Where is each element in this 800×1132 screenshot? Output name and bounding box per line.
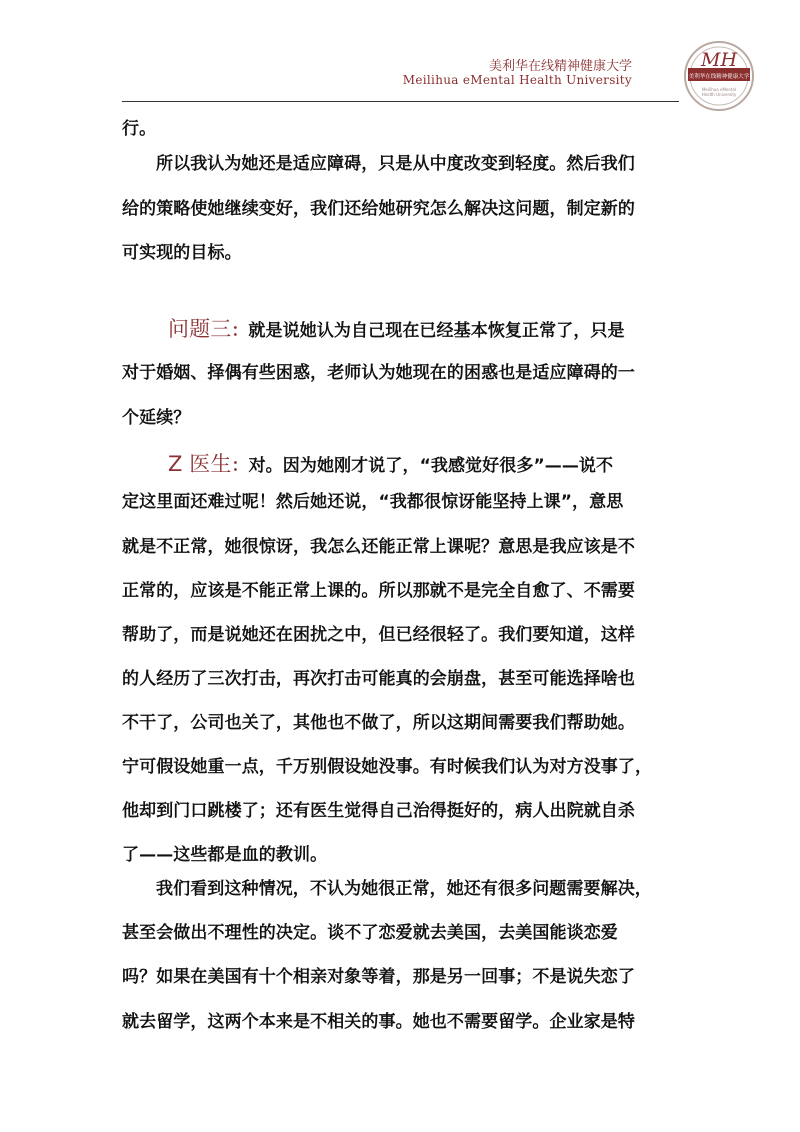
line-text: 我们看到这种情况，不认为她很正常，她还有很多问题需要解决， (156, 879, 652, 899)
line-text: 帮助了，而是说她还在困扰之中，但已经很轻了。我们要知道，这样 (122, 625, 635, 645)
text-line (122, 241, 688, 265)
text-line (122, 877, 722, 901)
university-name-en: Meilihua eMental Health University (402, 73, 632, 87)
text-line (122, 535, 688, 559)
line-text: 吗？如果在美国有十个相亲对象等着，那是另一回事；不是说失恋了 (122, 967, 635, 987)
text-line (122, 317, 734, 341)
text-line (122, 406, 688, 430)
line-text: 不干了，公司也关了，其他也不做了，所以这期间需要我们帮助她。 (122, 713, 635, 733)
line-text: 的人经历了三次打击，再次打击可能真的会崩盘，甚至可能选择啥也 (122, 669, 635, 689)
text-line (122, 197, 688, 221)
line-text: 所以我认为她还是适应障碍，只是从中度改变到轻度。然后我们 (156, 154, 635, 174)
text-line (122, 965, 688, 989)
line-text: 就去留学，这两个本来是不相关的事。她也不需要留学。企业家是特 (122, 1012, 635, 1032)
line-text: 他却到门口跳楼了；还有医生觉得自己治得挺好的，病人出院就自杀 (122, 801, 635, 821)
header-divider (122, 101, 679, 102)
text-line (122, 117, 688, 141)
speaker-label: 问题三 (168, 317, 232, 341)
text-line (122, 799, 688, 823)
text-line (122, 152, 722, 176)
line-text: 给的策略使她继续变好，我们还给她研究怎么解决这问题，制定新的 (122, 199, 635, 219)
line-text: 了——这些都是血的教训。 (122, 845, 328, 865)
label-colon: ： (231, 321, 249, 341)
svg-text:美利华在线精神健康大学: 美利华在线精神健康大学 (688, 74, 750, 80)
line-text: 对。因为她刚才说了，“我感觉好很多”——说不 (248, 456, 614, 476)
text-line (122, 667, 688, 691)
line-text: 个延续？ (122, 408, 191, 428)
university-seal-logo (683, 40, 755, 112)
text-line (122, 452, 734, 476)
line-text: 正常的，应该是不能正常上课的。所以那就不是完全自愈了、不需要 (122, 581, 635, 601)
svg-text:MH: MH (700, 49, 738, 71)
text-line (122, 623, 688, 647)
line-text: 可实现的目标。 (122, 243, 242, 263)
text-line (122, 579, 688, 603)
line-text: 定这里面还难过呢！然后她还说，“我都很惊讶能坚持上课”，意思 (122, 492, 624, 512)
text-line (122, 1010, 688, 1034)
line-text: 就是说她认为自己现在已经基本恢复正常了，只是 (248, 321, 625, 341)
text-line (122, 843, 688, 867)
text-line (122, 755, 688, 779)
text-line (122, 361, 688, 385)
text-line (122, 921, 688, 945)
svg-text:Health University: Health University (701, 92, 737, 97)
line-text: 宁可假设她重一点，千万别假设她没事。有时候我们认为对方没事了， (122, 757, 653, 777)
page-header (0, 0, 800, 110)
line-text: 就是不正常，她很惊讶，我怎么还能正常上课呢？意思是我应该是不 (122, 537, 635, 557)
university-name-cn: 美利华在线精神健康大学 (488, 59, 632, 74)
label-colon: ： (231, 456, 249, 476)
text-line (122, 711, 688, 735)
line-text: 甚至会做出不理性的决定。谈不了恋爱就去美国，去美国能谈恋爱 (122, 923, 618, 943)
line-text: 对于婚姻、择偶有些困惑，老师认为她现在的困惑也是适应障碍的一 (122, 363, 635, 383)
svg-text:Meilihua eMental: Meilihua eMental (701, 87, 737, 92)
line-text: 行。 (122, 119, 157, 139)
text-line (122, 490, 688, 514)
speaker-label: Z 医生 (168, 452, 232, 476)
